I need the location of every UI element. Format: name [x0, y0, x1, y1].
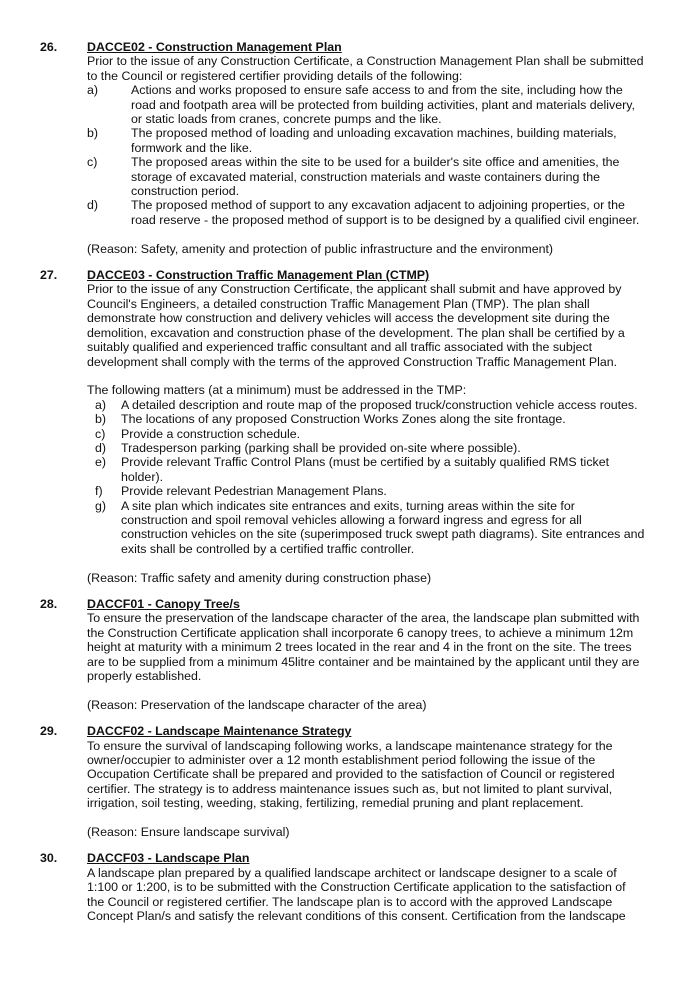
item-text: The proposed method of support to any excavation adjacent to adjoining properties, or the road reserve - the proposed method of support is to be designed by a qualified civil engineer.: [131, 198, 640, 227]
condition-number: 29.: [40, 724, 58, 739]
item-letter: c): [87, 155, 98, 170]
list-item: [87, 499, 645, 557]
item-letter: g): [95, 498, 107, 513]
condition-intro: Prior to the issue of any Construction Certificate, the applicant shall submit and have approved by Council's Engineers, a detailed construction Traffic Management Plan (TMP). The plan shall demonstrate how construction and delivery vehicles will access the development site during the demolition, excavation and construction phase of the development. The plan shall be certified by a suitably qualified and experienced traffic consultant and all traffic associated with the subject development shall comply with the terms of the approved Construction Traffic Management Plan.: [87, 282, 625, 369]
condition-title: DACCF02 - Landscape Maintenance Strategy: [87, 724, 352, 739]
list-item: [87, 398, 645, 412]
list-item: [87, 484, 645, 498]
item-letter: a): [95, 397, 107, 412]
document-page: [0, 40, 683, 935]
item-letter: f): [95, 484, 103, 499]
item-text: Provide a construction schedule.: [121, 426, 301, 441]
condition-title: DACCF03 - Landscape Plan: [87, 851, 250, 866]
condition-30: [0, 851, 683, 923]
item-text: Actions and works proposed to ensure safe access to and from the site, including how the road and footpath area will be protected from building activities, plant and materials delivery, or static loads from cranes, concrete pumps and the like.: [131, 83, 635, 127]
condition-reason: (Reason: Preservation of the landscape character of the area): [87, 697, 427, 712]
condition-items: [87, 398, 645, 556]
condition-number: 27.: [40, 268, 58, 283]
condition-29: [0, 724, 683, 839]
list-item: [87, 427, 645, 441]
item-letter: d): [87, 198, 99, 213]
condition-intro: To ensure the preservation of the landscape character of the area, the landscape plan submitted with the Construction Certificate application shall incorporate 6 canopy trees, to achieve a minimum 12m height at maturity with a minimum 2 trees located in the rear and 4 in the front on the site. The trees are to be supplied from a minimum 45litre container and be maintained by the applicant until they are properly established.: [87, 611, 640, 684]
condition-28: [0, 597, 683, 712]
condition-number: 26.: [40, 40, 58, 54]
condition-intro: A landscape plan prepared by a qualified landscape architect or landscape designer to a scale of 1:100 or 1:200, is to be submitted with the Construction Certificate application to the satisfaction of the Council or registered certifier. The landscape plan is to accord with the approved Landscape Concept Plan/s and satisfy the relevant conditions of this consent. Certification from the landscape: [87, 865, 626, 924]
item-letter: a): [87, 83, 99, 98]
list-item: [87, 83, 645, 126]
condition-intro: To ensure the survival of landscaping following works, a landscape maintenance strategy for the owner/occupier to administer over a 12 month establishment period following the issue of the Occupation Certificate shall be prepared and provided to the satisfaction of Council or registered certifier. The strategy is to address maintenance issues such as, but not limited to plant survival, irrigation, soil testing, weeding, staking, fertilizing, remedial pruning and plant replacement.: [87, 738, 615, 811]
condition-27: [0, 268, 683, 585]
list-item: [87, 155, 645, 198]
condition-26: [0, 40, 683, 256]
condition-reason: (Reason: Safety, amenity and protection of public infrastructure and the environment): [87, 241, 554, 256]
condition-title: DACCF01 - Canopy Tree/s: [87, 596, 240, 611]
item-text: Provide relevant Pedestrian Management Plans.: [121, 484, 387, 499]
list-item: [87, 412, 645, 426]
item-text: A site plan which indicates site entrances and exits, turning areas within the site for construction and spoil removal vehicles allowing a forward ingress and egress for all construction vehicles on the site (superimposed truck swept path diagrams). Site entrances and exits shall be controlled by a certified traffic controller.: [121, 498, 645, 556]
item-letter: b): [95, 412, 107, 427]
condition-title: DACCE02 - Construction Management Plan: [87, 40, 342, 54]
list-item: [87, 126, 645, 155]
item-text: A detailed description and route map of the proposed truck/construction vehicle access routes.: [121, 397, 638, 412]
item-letter: b): [87, 126, 99, 141]
list-item: [87, 455, 645, 484]
item-text: The proposed method of loading and unloading excavation machines, building materials, formwork and the like.: [131, 126, 617, 155]
condition-reason: (Reason: Traffic safety and amenity during construction phase): [87, 570, 432, 585]
item-letter: e): [95, 455, 107, 470]
condition-items: [87, 83, 645, 227]
condition-intro: Prior to the issue of any Construction Certificate, a Construction Management Plan shall be submitted to the Council or registered certifier providing details of the following:: [87, 54, 644, 83]
condition-lead: The following matters (at a minimum) must be addressed in the TMP:: [87, 383, 467, 398]
list-item: [87, 198, 645, 227]
item-text: Tradesperson parking (parking shall be provided on-site where possible).: [121, 440, 521, 455]
item-text: The proposed areas within the site to be used for a builder's site office and amenities, the storage of excavated material, construction materials and waste containers during the construction period.: [131, 155, 620, 199]
condition-number: 28.: [40, 596, 58, 611]
item-letter: c): [95, 426, 106, 441]
condition-number: 30.: [40, 851, 58, 866]
list-item: [87, 441, 645, 455]
item-letter: d): [95, 440, 107, 455]
item-text: Provide relevant Traffic Control Plans (must be certified by a suitably qualified RMS ticket holder).: [121, 455, 610, 484]
condition-reason: (Reason: Ensure landscape survival): [87, 825, 290, 840]
condition-title: DACCE03 - Construction Traffic Management Plan (CTMP): [87, 268, 430, 283]
item-text: The locations of any proposed Construction Works Zones along the site frontage.: [121, 412, 566, 427]
